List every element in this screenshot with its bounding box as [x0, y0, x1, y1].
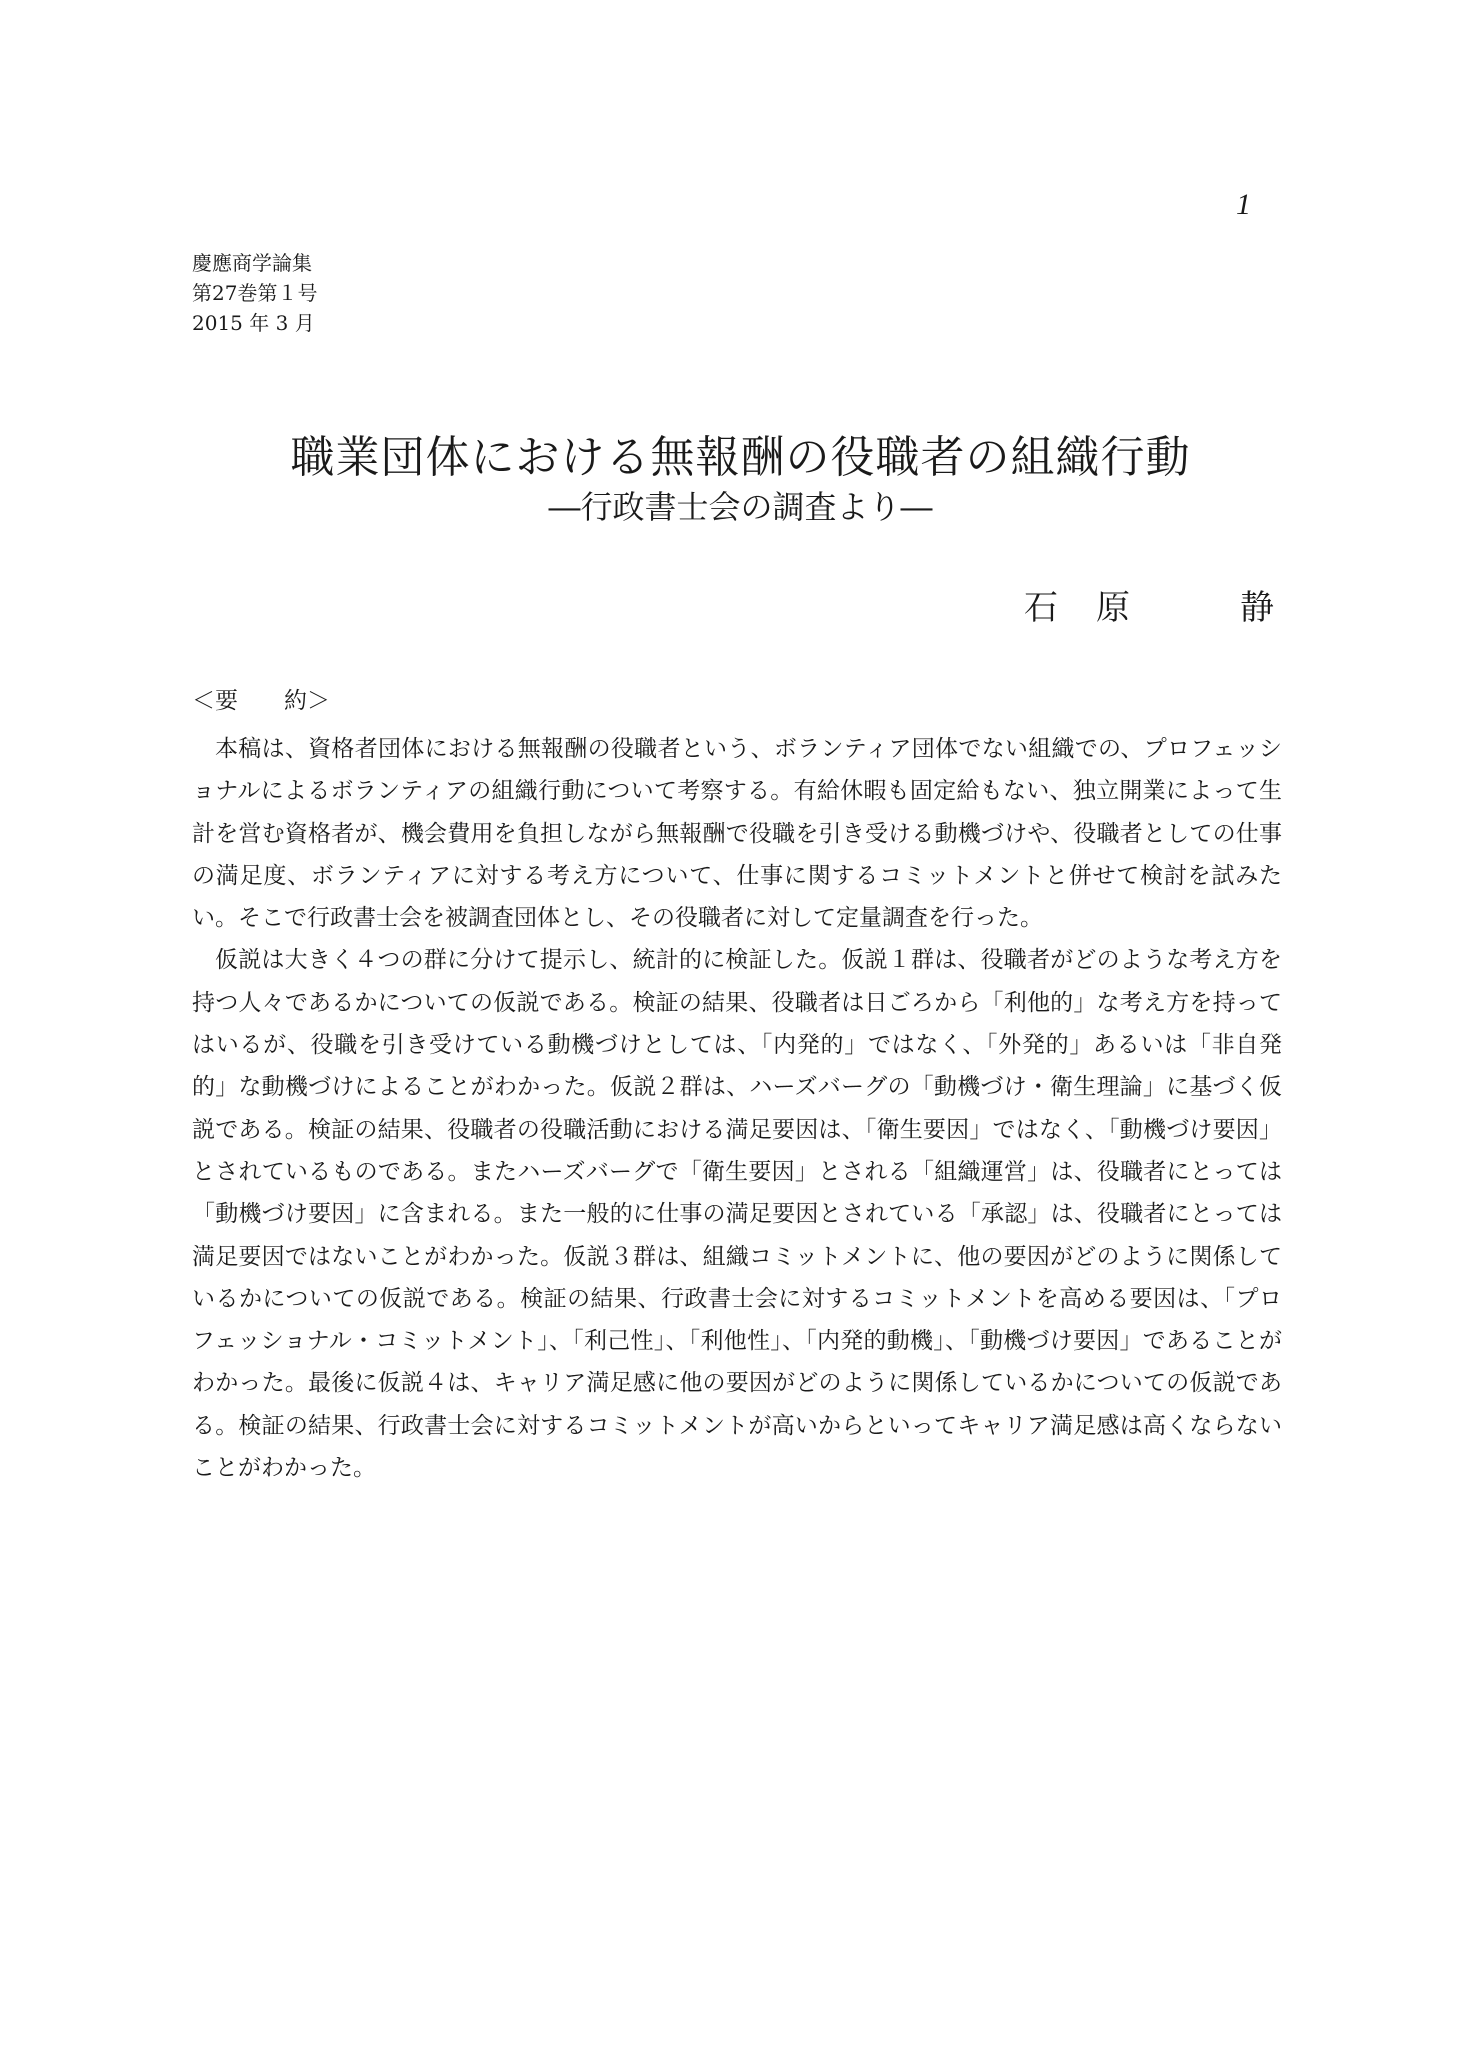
- journal-meta: [192, 248, 317, 338]
- journal-name: 慶應商学論集: [192, 251, 312, 275]
- article-title: 職業団体における無報酬の役職者の組織行動: [290, 432, 1191, 483]
- article-subtitle: ―行政書士会の調査より―: [548, 488, 933, 526]
- journal-date: 2015 年 3 月: [192, 311, 315, 335]
- abstract-paragraph: 本稿は、資格者団体における無報酬の役職者という、ボランティア団体でない組織での、プロフェッショナルによるボランティアの組織行動について考察する。有給休暇も固定給もない、独立開業によって生計を営む資格者が、機会費用を負担しながら無報酬で役職を引き受ける動機づけや、役職者としての仕事の満足度、ボランティアに対する考え方について、仕事に関するコミットメントと併せて検討を試みたい。そこで行政書士会を被調査団体とし、その役職者に対して定量調査を行った。: [192, 736, 1282, 932]
- abstract-heading: ＜要 約＞: [192, 688, 330, 714]
- page-number: 1: [1236, 188, 1251, 221]
- abstract-paragraph: 仮説は大きく４つの群に分けて提示し、統計的に検証した。仮説１群は、役職者がどのような考え方を持つ人々であるかについての仮説である。検証の結果、役職者は日ごろから「利他的」な考え方を持ってはいるが、役職を引き受けている動機づけとしては、「内発的」ではなく、「外発的」あるいは「非自発的」な動機づけによることがわかった。仮説２群は、ハーズバーグの「動機づけ・衛生理論」に基づく仮説である。検証の結果、役職者の役職活動における満足要因は、「衛生要因」ではなく、「動機づけ要因」とされているものである。またハーズバーグで「衛生要因」とされる「組織運営」は、役職者にとっては「動機づけ要因」に含まれる。また一般的に仕事の満足要因とされている「承認」は、役職者にとっては満足要因ではないことがわかった。仮説３群は、組織コミットメントに、他の要因がどのように関係しているかについての仮説である。検証の結果、行政書士会に対するコミットメントを高める要因は、「プロフェッショナル・コミットメント」、「利己性」、「利他性」、「内発的動機」、「動機づけ要因」であることがわかった。最後に仮説４は、キャリア満足感に他の要因がどのように関係しているかについての仮説である。検証の結果、行政書士会に対するコミットメントが高いからといってキャリア満足感は高くならないことがわかった。: [192, 947, 1282, 1482]
- journal-volume: 第27巻第１号: [192, 281, 318, 305]
- abstract-body: [192, 728, 1282, 1489]
- article-author: 石 原 静: [1024, 588, 1276, 628]
